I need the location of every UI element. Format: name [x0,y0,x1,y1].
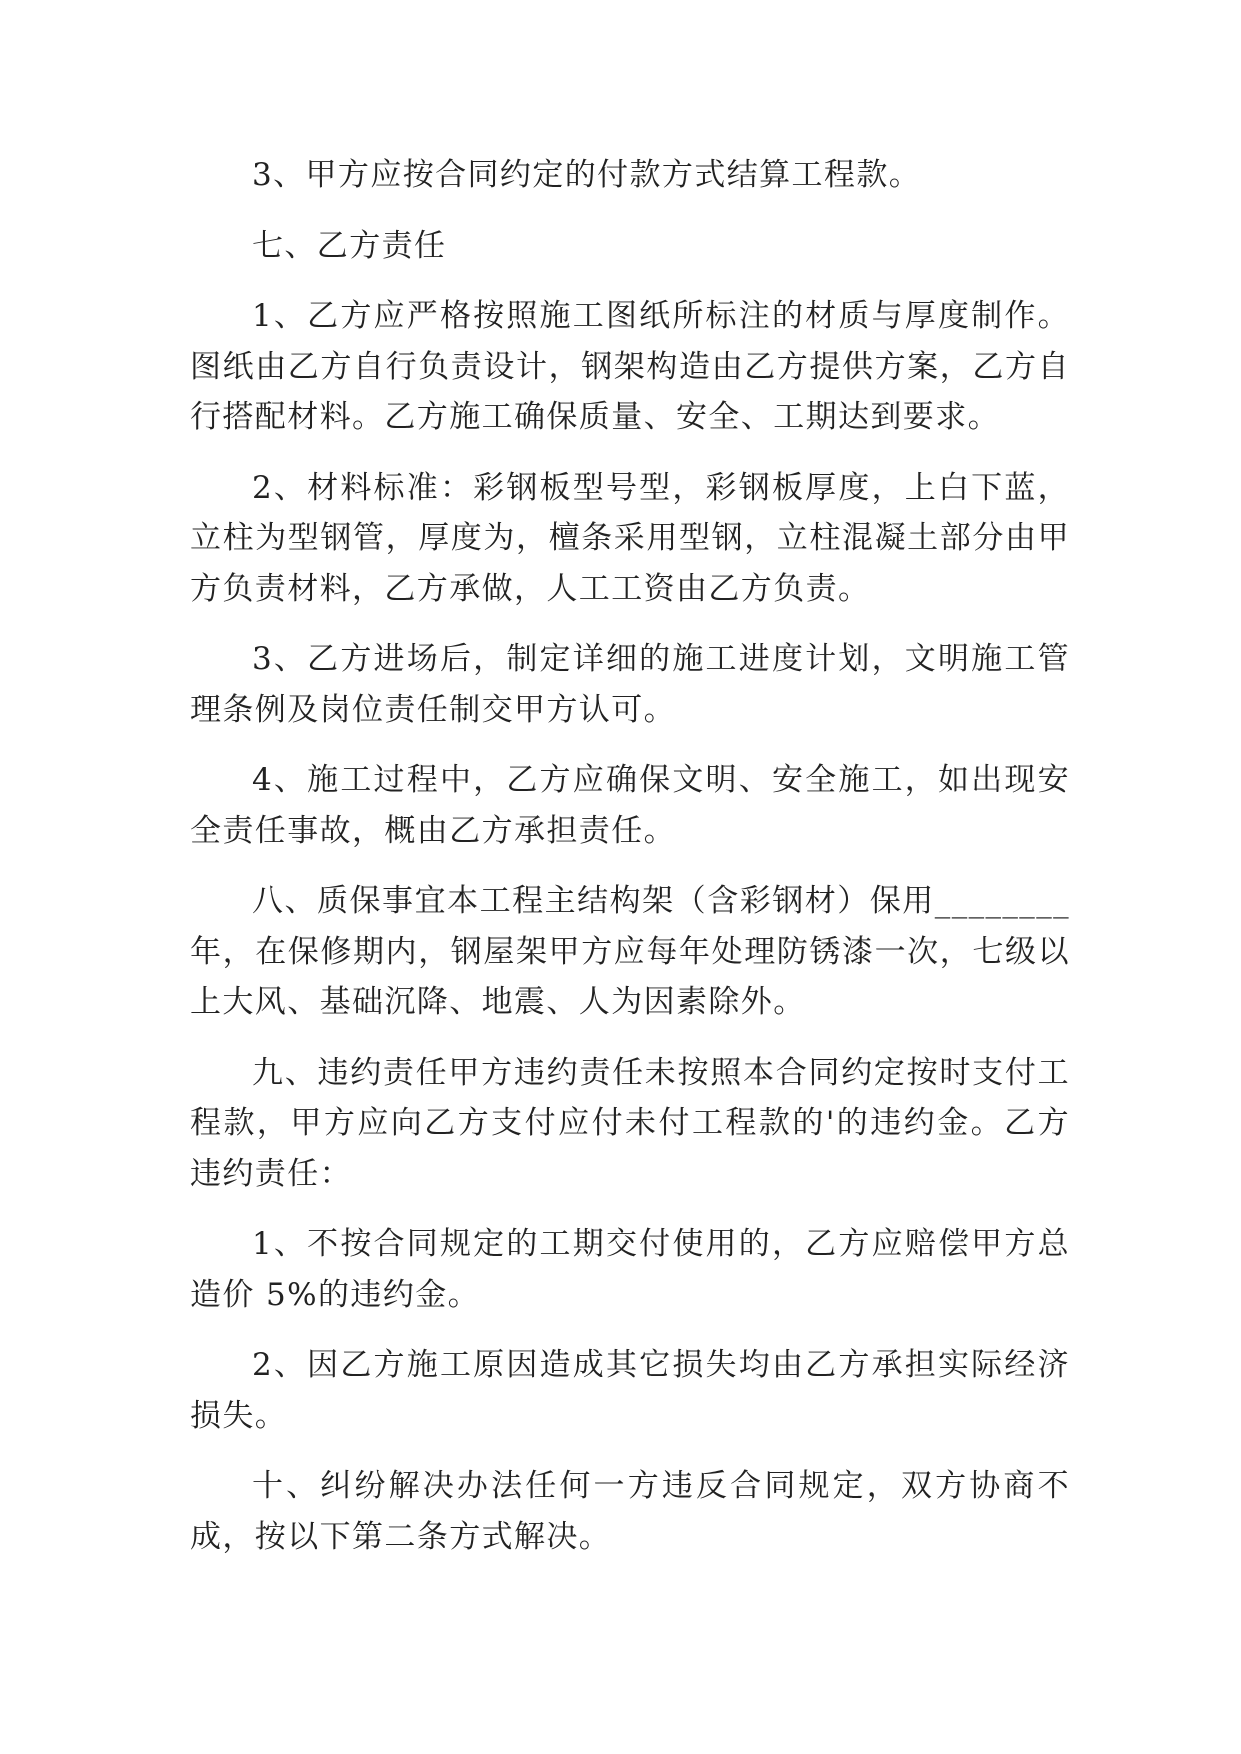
paragraph-payment-settlement: 3、甲方应按合同约定的付款方式结算工程款。 [252,157,922,193]
paragraph-other-losses: 2、因乙方施工原因造成其它损失均由乙方承担实际经济损失。 [190,1347,1070,1434]
paragraph-schedule-plan: 3、乙方进场后，制定详细的施工进度计划，文明施工管理条例及岗位责任制交甲方认可。 [190,641,1070,728]
paragraph-safety: 4、施工过程中，乙方应确保文明、安全施工，如出现安全责任事故，概由乙方承担责任。 [190,762,1070,849]
paragraph-liability-breach: 九、违约责任甲方违约责任未按照本合同约定按时支付工程款，甲方应向乙方支付应付未付工程款的'的违约金。乙方违约责任： [190,1054,1070,1192]
paragraph-material-standard: 2、材料标准：彩钢板型号型，彩钢板厚度，上白下蓝，立柱为型钢管，厚度为，檀条采用型钢，立柱混凝土部分由甲方负责材料，乙方承做，人工工资由乙方负责。 [190,469,1070,607]
paragraph-delay-penalty: 1、不按合同规定的工期交付使用的，乙方应赔偿甲方总造价 5%的违约金。 [190,1226,1070,1313]
heading-party-b-responsibility: 七、乙方责任 [252,227,447,264]
document-page [190,150,1070,1582]
paragraph-dispute-resolution: 十、纠纷解决办法任何一方违反合同规定，双方协商不成，按以下第二条方式解决。 [190,1468,1070,1555]
paragraph-warranty: 八、质保事宜本工程主结构架（含彩钢材）保用________年，在保修期内，钢屋架甲方应每年处理防锈漆一次，七级以上大风、基础沉降、地震、人为因素除外。 [190,883,1070,1020]
paragraph-construction-drawings: 1、乙方应严格按照施工图纸所标注的材质与厚度制作。图纸由乙方自行负责设计，钢架构造由乙方提供方案，乙方自行搭配材料。乙方施工确保质量、安全、工期达到要求。 [190,298,1070,435]
